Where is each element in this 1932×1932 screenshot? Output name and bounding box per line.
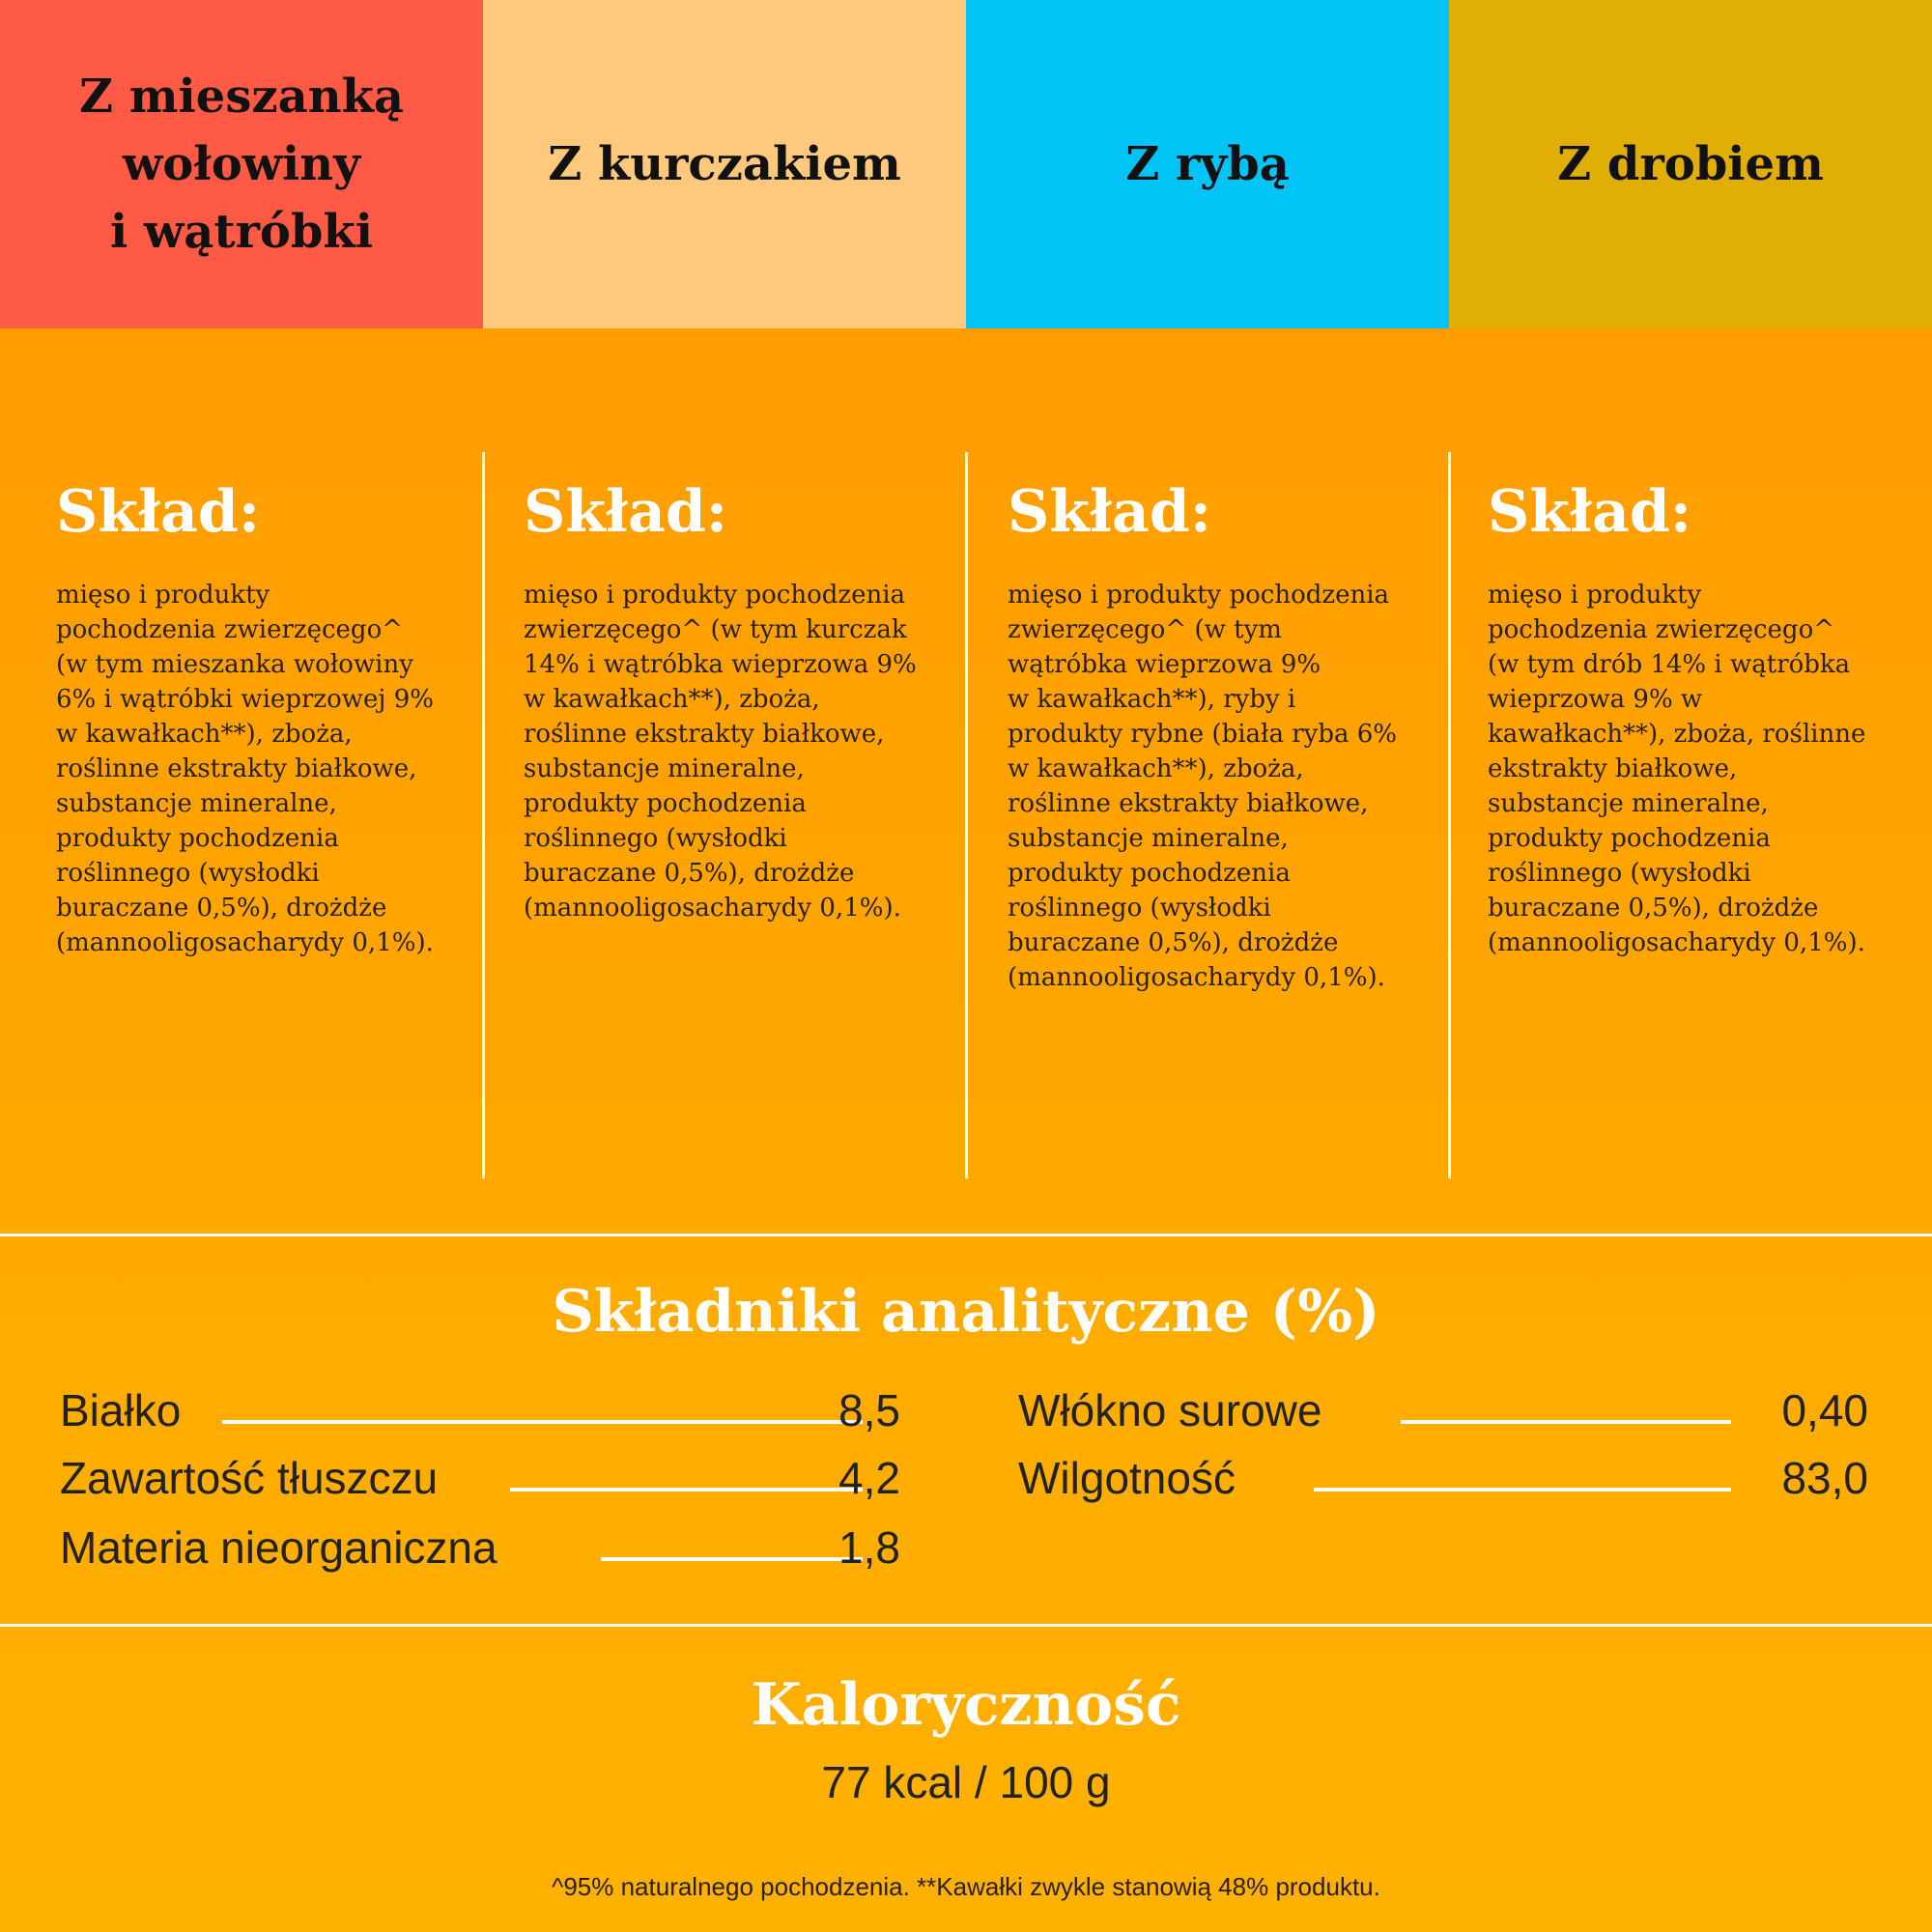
composition-text: mięso i produkty pochodzenia zwierzęcego^ (w tym wątróbka wieprzowa 9% w kawałkach**), ryby i produkty rybne (biała ryba 6% w kawałkach**), zboża, roślinne ekstrakty białkowe, substancje mineralne, produkty pochodzenia roślinnego (wysłodki buraczane 0,5%), drożdże (mannooligosacharydy 0,1%). <box>1008 581 1397 992</box>
composition-heading: Skład: <box>56 478 260 546</box>
analytic-row-moisture <box>1018 1449 1868 1507</box>
flavor-cell-poultry <box>1449 0 1932 328</box>
analytic-row-fibre <box>1018 1381 1868 1439</box>
flavor-cell-beef-liver <box>0 0 483 328</box>
calories-title: Kaloryczność <box>751 1671 1181 1739</box>
section-divider <box>0 1624 1932 1627</box>
flavor-title: Z kurczakiem <box>548 137 901 191</box>
composition-text: mięso i produkty pochodzenia zwierzęcego^ (w tym kurczak 14% i wątróbka wieprzowa 9% w kawałkach**), zboża, roślinne ekstrakty białkowe, substancje mineralne, produkty pochodzenia roślinnego (wysłodki buraczane 0,5%), drożdże (mannooligosacharydy 0,1%). <box>524 581 917 923</box>
leader-line <box>1401 1420 1731 1424</box>
calories-value: 77 kcal / 100 g <box>821 1757 1111 1807</box>
leader-line <box>510 1488 863 1492</box>
analytic-row-protein <box>60 1381 900 1439</box>
column-divider <box>1448 452 1451 1179</box>
flavor-cell-chicken <box>483 0 966 328</box>
flavor-header-row <box>0 0 1932 328</box>
analytic-value: 83,0 <box>1781 1453 1868 1503</box>
analytic-row-ash <box>60 1519 900 1577</box>
analytic-label: Białko <box>60 1385 182 1435</box>
analytic-value: 1,8 <box>838 1522 900 1573</box>
column-divider <box>482 452 485 1179</box>
analytic-title: Składniki analityczne (%) <box>552 1278 1380 1346</box>
flavor-title: Z rybą <box>1125 137 1290 191</box>
analytic-label: Włókno surowe <box>1018 1385 1322 1435</box>
analytic-label: Zawartość tłuszczu <box>60 1453 439 1503</box>
flavor-title: Z drobiem <box>1557 137 1824 191</box>
analytic-label: Wilgotność <box>1018 1453 1236 1503</box>
composition-text: mięso i produkty pochodzenia zwierzęcego^ (w tym drób 14% i wątróbka wieprzowa 9% w kawałkach**), zboża, roślinne ekstrakty białkowe, substancje mineralne, produkty pochodzenia roślinnego (wysłodki buraczane 0,5%), drożdże (mannooligosacharydy 0,1%). <box>1488 581 1866 957</box>
analytic-value: 4,2 <box>838 1453 900 1503</box>
analytic-label: Materia nieorganiczna <box>60 1522 497 1573</box>
analytic-value: 0,40 <box>1781 1385 1868 1435</box>
leader-line <box>1314 1488 1731 1492</box>
composition-text: mięso i produkty pochodzenia zwierzęcego^ (w tym mieszanka wołowiny 6% i wątróbki wieprzowej 9% w kawałkach**), zboża, roślinne ekstrakty białkowe, substancje mineralne, produkty pochodzenia roślinnego (wysłodki buraczane 0,5%), drożdże (mannooligosacharydy 0,1%). <box>56 581 434 957</box>
column-divider <box>965 452 968 1179</box>
section-divider <box>0 1234 1932 1236</box>
analytic-row-fat <box>60 1449 900 1507</box>
composition-column-3 <box>1008 452 1433 1179</box>
composition-column-4 <box>1488 452 1922 1179</box>
leader-line <box>222 1420 863 1424</box>
footnote: ^95% naturalnego pochodzenia. **Kawałki zwykle stanowią 48% produktu. <box>552 1872 1380 1901</box>
analytic-value: 8,5 <box>838 1385 900 1435</box>
composition-heading: Skład: <box>1488 478 1691 546</box>
flavor-title: Z mieszanką wołowiny i wątróbki <box>79 70 404 259</box>
composition-column-2 <box>524 452 949 1179</box>
flavor-cell-fish <box>966 0 1449 328</box>
composition-column-1 <box>56 452 471 1179</box>
composition-heading: Skład: <box>524 478 727 546</box>
composition-heading: Skład: <box>1008 478 1211 546</box>
